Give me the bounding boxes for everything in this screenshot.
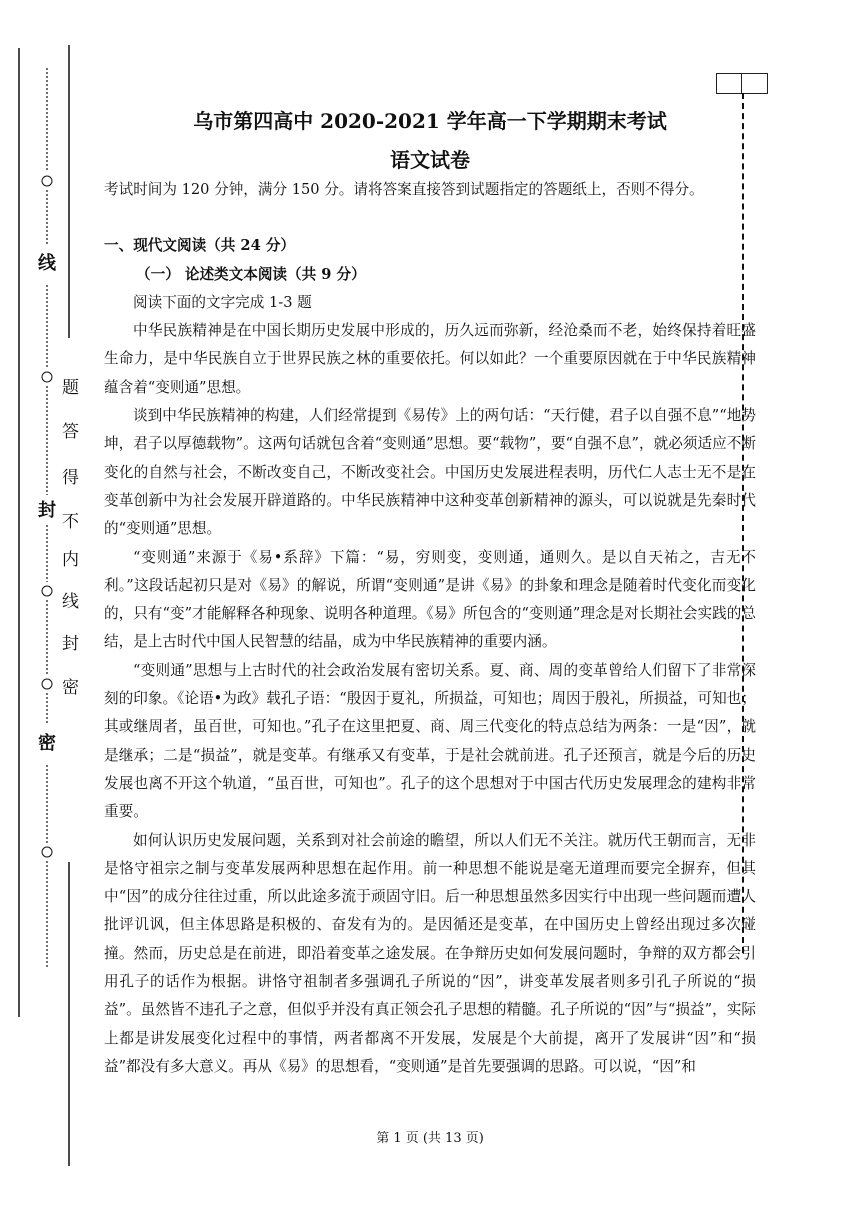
corner-box [716, 73, 768, 94]
section-subheading: （一） 论述类文本阅读（共 9 分） [136, 265, 366, 283]
paragraph: “变则通”来源于《易•系辞》下篇：“易，穷则变，变则通，通则久。是以自天祐之，吉无不利。”这段话起初只是对《易》的解说，所谓“变则通”是讲《易》的卦象和理念是随着时代变化而变化的，只有“变”才能解释各种现象、说明各种道理。《易》所包含的“变则通”理念是对长期社会实践的总结，是上古时代中国人民智慧的结晶，成为中华民族精神的重要内涵。 [104, 548, 756, 651]
seal-char-nei: 内 [62, 550, 79, 570]
seal-char-xian-inner: 线 [62, 592, 79, 612]
seal-char-mi: 密 [38, 733, 56, 754]
paragraph: “变则通”思想与上古时代的社会政治发展有密切关系。夏、商、周的变革曾给人们留下了非常深刻的印象。《论语•为政》载孔子语：“殷因于夏礼，所损益，可知也；周因于殷礼，所损益，可知也；其或继周者，虽百世，可知也。”孔子在这里把夏、商、周三代变化的特点总结为两条：一是“因”，就是继承；二是“损益”，就是变革。有继承又有变革，于是社会就前进。孔子还预言，就是今后的历史发展也离不开这个轨道，“虽百世，可知也”。孔子的这个思想对于中国古代历史发展理念的建构非常重要。 [104, 661, 756, 821]
seal-line-graphic [0, 0, 100, 1216]
seal-char-de: 得 [62, 468, 79, 488]
section-heading: 一、现代文阅读（共 24 分） [104, 237, 296, 255]
seal-char-da: 答 [62, 422, 79, 442]
seal-char-bu: 不 [62, 512, 79, 532]
seal-char-feng: 封 [38, 500, 56, 521]
exam-title: 乌市第四高中 2020-2021 学年高一下学期期末考试 [193, 109, 667, 133]
exam-note: 考试时间为 120 分钟，满分 150 分。请将答案直接答到试题指定的答题纸上，否则不得分。 [104, 181, 704, 198]
paragraph: 谈到中华民族精神的构建，人们经常提到《易传》上的两句话：“天行健，君子以自强不息”“地势坤，君子以厚德载物”。这两句话就包含着“变则通”思想。要“载物”，要“自强不息”，就必须适应不断变化的自然与社会，不断改变自己，不断改变社会。中国历史发展进程表明，历代仁人志士无不是在变革创新中为社会发展开辟道路的。中华民族精神中这种变革创新精神的源头，可以说就是先秦时代的“变则通”思想。 [104, 407, 756, 538]
exam-subtitle: 语文试卷 [390, 148, 470, 172]
seal-char-feng-inner: 封 [62, 634, 79, 654]
paragraph: 中华民族精神是在中国长期历史发展中形成的，历久远而弥新，经沧桑而不老，始终保持着旺盛生命力，是中华民族自立于世界民族之林的重要依托。何以如此？一个重要原因就在于中华民族精神蕴含着“变则通”思想。 [104, 322, 756, 396]
page-footer: 第 1 页 (共 13 页) [376, 1131, 484, 1146]
paragraph: 如何认识历史发展问题，关系到对社会前途的瞻望，所以人们无不关注。就历代王朝而言，无非是恪守祖宗之制与变革发展两种思想在起作用。前一种思想不能说是毫无道理而要完全摒弃，但其中“因”的成分往往过重，所以此途多流于顽固守旧。后一种思想虽然多因实行中出现一些问题而遭人批评讥讽，但主体思路是积极的、奋发有为的。是因循还是变革，在中国历史上曾经出现过多次碰撞。然而，历史总是在前进，即沿着变革之途发展。在争辩历史如何发展问题时，争辩的双方都会引用孔子的话作为根据。讲恪守祖制者多强调孔子所说的“因”，讲变革发展者则多引孔子所说的“损益”。虽然皆不违孔子之意，但似乎并没有真正领会孔子思想的精髓。孔子所说的“因”与“损益”，实际上都是讲发展变化过程中的事情，两者都离不开发展，发展是个大前提，离开了发展讲“因”和“损益”都没有多大意义。再从《易》的思想看，“变则通”是首先要强调的思路。可以说，“因”和 [104, 831, 756, 1075]
seal-char-mi-inner: 密 [62, 678, 79, 698]
seal-margin [0, 0, 100, 1216]
reading-instruction: 阅读下面的文字完成 1-3 题 [133, 293, 312, 311]
seal-char-xian: 线 [38, 253, 56, 274]
exam-content [104, 176, 756, 1081]
seal-char-ti: 题 [62, 378, 79, 398]
